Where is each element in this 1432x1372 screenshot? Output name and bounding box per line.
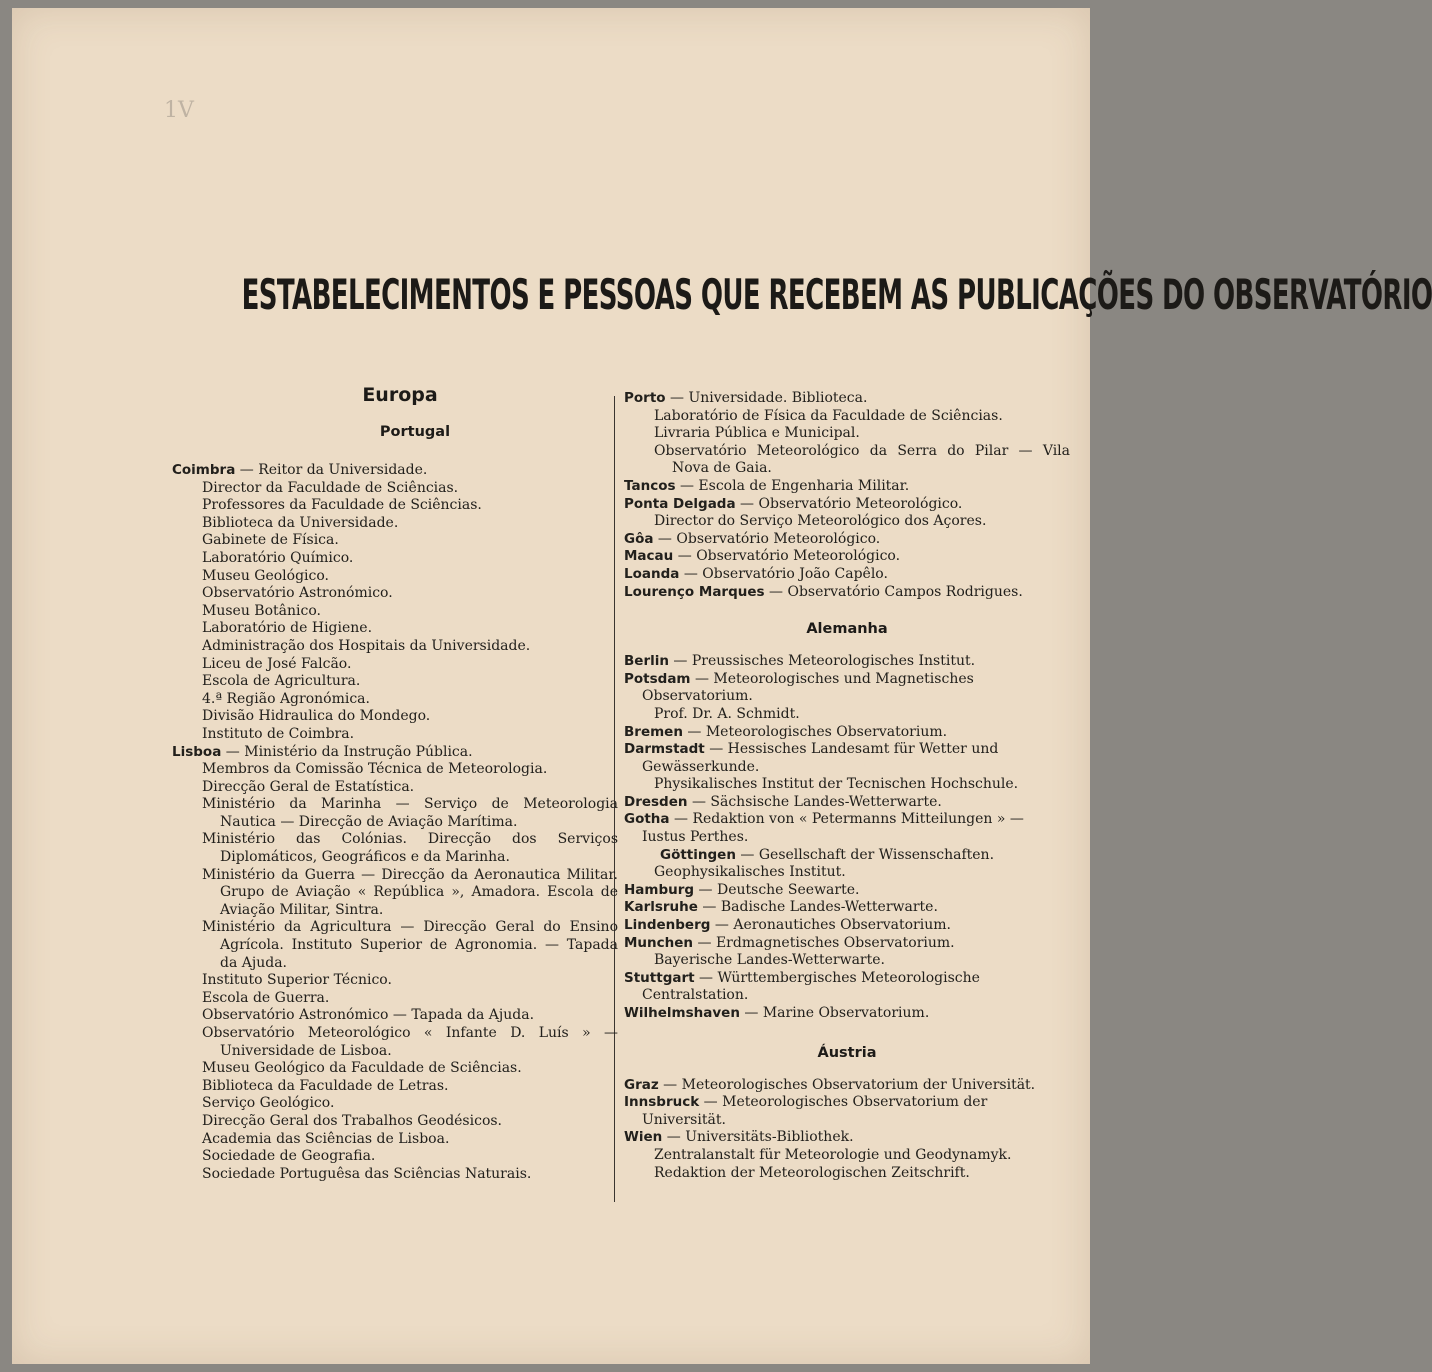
institution-entry: Prof. Dr. A. Schmidt. bbox=[654, 705, 800, 722]
city-entry: Tancos — Escola de Engenharia Militar. bbox=[624, 477, 910, 494]
city-name: Gôa bbox=[624, 530, 654, 547]
city-entry: Macau — Observatório Meteorológico. bbox=[624, 548, 901, 565]
city-entry: Bremen — Meteorologisches Observatorium. bbox=[624, 723, 948, 740]
city-entry: Munchen — Erdmagnetisches Observatorium. bbox=[624, 934, 955, 951]
city-name: Göttingen bbox=[660, 846, 736, 863]
right-column bbox=[624, 384, 1070, 1182]
institution-entry: Ministério das Colónias. Direcção dos Serviços Diplomáticos, Geográficos e da Marinha. bbox=[202, 831, 618, 866]
portugal-list-left bbox=[172, 462, 618, 1183]
institution-entry: Escola de Guerra. bbox=[202, 989, 330, 1006]
institution-entry: Instituto de Coimbra. bbox=[202, 725, 355, 742]
city-first-entry: Deutsche Seewarte. bbox=[716, 881, 860, 898]
austria-list bbox=[624, 1077, 1070, 1183]
city-name: Tancos bbox=[624, 477, 676, 494]
institution-entry: Direcção Geral de Estatística. bbox=[202, 778, 415, 795]
institution-entry: Laboratório de Física da Faculdade de Sciências. bbox=[654, 407, 1003, 424]
institution-entry: Gabinete de Física. bbox=[202, 532, 339, 549]
city-first-entry: Universitäts-Bibliothek. bbox=[685, 1129, 854, 1146]
city-entry: Potsdam — Meteorologisches und Magnetisches Observatorium. bbox=[624, 670, 974, 705]
page bbox=[12, 8, 1432, 1364]
city-name: Berlin bbox=[624, 653, 669, 670]
city-entry: Graz — Meteorologisches Observatorium der Universität. bbox=[624, 1076, 1036, 1093]
city-name: Bremen bbox=[624, 723, 683, 740]
alemanha-list bbox=[624, 653, 1070, 1022]
institution-entry: Escola de Agricultura. bbox=[202, 673, 361, 690]
city-name: Potsdam bbox=[624, 670, 691, 687]
institution-entry: Redaktion der Meteorologischen Zeitschrift. bbox=[654, 1164, 970, 1181]
institution-entry: Professores da Faculdade de Sciências. bbox=[202, 497, 482, 514]
institution-entry: Ministério da Guerra — Direcção da Aeronautica Militar. Grupo de Aviação « República », Amadora. Escola de Aviação Militar, Sintra. bbox=[202, 866, 618, 918]
institution-entry: Administração dos Hospitais da Universidade. bbox=[202, 637, 531, 654]
city-entry: Karlsruhe — Badische Landes-Wetterwarte. bbox=[624, 899, 938, 916]
city-first-entry: Preussisches Meteorologisches Institut. bbox=[691, 653, 976, 670]
institution-entry: Museu Botânico. bbox=[202, 602, 321, 619]
institution-entry: Membros da Comissão Técnica de Meteorologia. bbox=[202, 761, 548, 778]
city-first-entry: Badische Landes-Wetterwarte. bbox=[720, 899, 938, 916]
institution-entry: Observatório Astronómico. bbox=[202, 585, 393, 602]
city-entry: Lindenberg — Aeronautiches Observatorium. bbox=[624, 917, 951, 934]
city-name: Loanda bbox=[624, 565, 680, 582]
institution-entry: Liceu de José Falcão. bbox=[202, 655, 352, 672]
city-entry: Gôa — Observatório Meteorológico. bbox=[624, 530, 881, 547]
city-first-entry: Hessisches Landesamt für Wetter und Gewässerkunde. bbox=[642, 741, 999, 775]
city-name: Lindenberg bbox=[624, 917, 711, 934]
city-name: Ponta Delgada bbox=[624, 495, 736, 512]
city-name: Porto bbox=[624, 390, 666, 406]
city-first-entry: Ministério da Instrução Pública. bbox=[244, 743, 473, 760]
city-entry: Göttingen — Gesellschaft der Wissenschaften. bbox=[660, 846, 995, 863]
city-name: Graz bbox=[624, 1076, 659, 1093]
country-heading-alemanha: Alemanha bbox=[806, 621, 888, 638]
institution-entry: Laboratório Químico. bbox=[202, 549, 354, 566]
city-entry: Lourenço Marques — Observatório Campos Rodrigues. bbox=[624, 583, 1023, 600]
institution-entry: Ministério da Marinha — Serviço de Meteorologia Nautica — Direcção de Aviação Marítima. bbox=[202, 796, 618, 830]
city-first-entry: Erdmagnetisches Observatorium. bbox=[715, 934, 955, 951]
city-entry: Innsbruck — Meteorologisches Observatorium der Universität. bbox=[624, 1094, 988, 1128]
institution-entry: Zentralanstalt für Meteorologie und Geodynamyk. bbox=[654, 1146, 1012, 1163]
city-entry: Coimbra — Reitor da Universidade. bbox=[172, 462, 428, 478]
city-name: Coimbra bbox=[172, 462, 236, 478]
city-first-entry: Meteorologisches Observatorium. bbox=[705, 723, 948, 740]
institution-entry: Academia das Sciências de Lisboa. bbox=[202, 1130, 450, 1147]
city-first-entry: Escola de Engenharia Militar. bbox=[698, 477, 910, 494]
continent-heading: Europa bbox=[362, 384, 438, 406]
city-entry: Berlin — Preussisches Meteorologisches Institut. bbox=[624, 653, 976, 670]
city-first-entry: Redaktion von « Petermanns Mitteilungen » — Iustus Perthes. bbox=[642, 811, 1024, 846]
city-first-entry: Sächsische Landes-Wetterwarte. bbox=[710, 793, 942, 810]
country-heading-portugal: Portugal bbox=[379, 424, 451, 440]
institution-entry: Sociedade de Geografia. bbox=[202, 1148, 376, 1165]
city-name: Innsbruck bbox=[624, 1094, 700, 1111]
city-name: Macau bbox=[624, 548, 674, 565]
city-name: Lisboa bbox=[172, 743, 222, 760]
institution-entry: Divisão Hidraulica do Mondego. bbox=[202, 708, 431, 725]
city-name: Karlsruhe bbox=[624, 899, 698, 916]
city-name: Darmstadt bbox=[624, 741, 705, 758]
city-entry: Wien — Universitäts-Bibliothek. bbox=[624, 1129, 854, 1146]
city-name: Wilhelmshaven bbox=[624, 1005, 740, 1021]
institution-entry: Sociedade Portuguêsa das Sciências Naturais. bbox=[202, 1165, 532, 1182]
institution-entry: Ministério da Agricultura — Direcção Geral do Ensino Agrícola. Instituto Superior de Agronomia. — Tapada da Ajuda. bbox=[202, 919, 618, 971]
institution-entry: Biblioteca da Faculdade de Letras. bbox=[202, 1077, 449, 1094]
institution-entry: Museu Geológico. bbox=[202, 567, 330, 584]
city-name: Dresden bbox=[624, 793, 688, 810]
institution-entry: Museu Geológico da Faculdade de Sciências. bbox=[202, 1060, 522, 1077]
city-first-entry: Marine Observatorium. bbox=[762, 1005, 930, 1021]
institution-entry: Observatório Meteorológico « Infante D. Luís » — Universidade de Lisboa. bbox=[202, 1025, 618, 1059]
city-entry: Stuttgart — Württembergisches Meteorologische Centralstation. bbox=[624, 969, 980, 1004]
city-first-entry: Universidade. Biblioteca. bbox=[688, 390, 868, 406]
city-first-entry: Observatório Campos Rodrigues. bbox=[787, 583, 1023, 600]
city-first-entry: Meteorologisches und Magnetisches Observatorium. bbox=[642, 670, 974, 705]
city-first-entry: Observatório João Capêlo. bbox=[702, 565, 888, 582]
institution-entry: Direcção Geral dos Trabalhos Geodésicos. bbox=[202, 1112, 503, 1129]
left-column bbox=[172, 384, 618, 1183]
institution-entry: Biblioteca da Universidade. bbox=[202, 514, 399, 531]
city-entry: Wilhelmshaven — Marine Observatorium. bbox=[624, 1005, 930, 1021]
city-entry: Hamburg — Deutsche Seewarte. bbox=[624, 881, 860, 898]
city-first-entry: Aeronautiches Observatorium. bbox=[733, 917, 951, 934]
institution-entry: 4.ª Região Agronómica. bbox=[202, 690, 370, 707]
city-entry: Porto — Universidade. Biblioteca. bbox=[624, 390, 868, 406]
city-entry: Ponta Delgada — Observatório Meteorológico. bbox=[624, 495, 963, 512]
institution-entry: Geophysikalisches Institut. bbox=[654, 864, 846, 881]
city-name: Hamburg bbox=[624, 881, 695, 898]
city-first-entry: Meteorologisches Observatorium der Universität. bbox=[642, 1094, 988, 1128]
page-number-ghost: 1V bbox=[164, 98, 194, 123]
institution-entry: Director da Faculdade de Sciências. bbox=[202, 479, 459, 496]
city-name: Gotha bbox=[624, 811, 670, 828]
city-first-entry: Württembergisches Meteorologische Centralstation. bbox=[642, 969, 980, 1004]
institution-entry: Physikalisches Institut der Tecnischen Hochschule. bbox=[654, 776, 1019, 793]
institution-entry: Livraria Pública e Municipal. bbox=[654, 425, 860, 442]
city-first-entry: Meteorologisches Observatorium der Universität. bbox=[681, 1076, 1036, 1093]
city-name: Lourenço Marques bbox=[624, 583, 765, 600]
institution-entry: Bayerische Landes-Wetterwarte. bbox=[654, 952, 885, 969]
institution-entry: Laboratório de Higiene. bbox=[202, 620, 373, 637]
city-entry: Gotha — Redaktion von « Petermanns Mitteilungen » — Iustus Perthes. bbox=[624, 811, 1024, 846]
city-entry: Loanda — Observatório João Capêlo. bbox=[624, 565, 888, 582]
city-first-entry: Observatório Meteorológico. bbox=[758, 495, 963, 512]
institution-entry: Serviço Geológico. bbox=[202, 1095, 335, 1112]
city-first-entry: Observatório Meteorológico. bbox=[676, 530, 881, 547]
city-entry: Dresden — Sächsische Landes-Wetterwarte. bbox=[624, 793, 942, 810]
institution-entry: Observatório Astronómico — Tapada da Ajuda. bbox=[202, 1007, 535, 1024]
city-name: Stuttgart bbox=[624, 969, 695, 986]
institution-entry: Director do Serviço Meteorológico dos Açores. bbox=[654, 513, 987, 530]
city-first-entry: Observatório Meteorológico. bbox=[696, 548, 901, 565]
portugal-list-right bbox=[624, 390, 1070, 601]
city-name: Munchen bbox=[624, 934, 694, 951]
institution-entry: Observatório Meteorológico da Serra do Pilar — Vila Nova de Gaia. bbox=[654, 442, 1070, 477]
country-heading-austria: Áustria bbox=[817, 1044, 877, 1061]
city-first-entry: Gesellschaft der Wissenschaften. bbox=[758, 846, 995, 863]
institution-entry: Instituto Superior Técnico. bbox=[202, 972, 392, 989]
city-entry: Darmstadt — Hessisches Landesamt für Wetter und Gewässerkunde. bbox=[624, 741, 999, 775]
city-first-entry: Reitor da Universidade. bbox=[258, 462, 428, 478]
city-entry: Lisboa — Ministério da Instrução Pública. bbox=[172, 743, 473, 760]
page-title: ESTABELECIMENTOS E PESSOAS QUE RECEBEM AS PUBLICAÇÕES DO OBSERVATÓRIO bbox=[241, 270, 1432, 319]
city-name: Wien bbox=[624, 1129, 663, 1146]
